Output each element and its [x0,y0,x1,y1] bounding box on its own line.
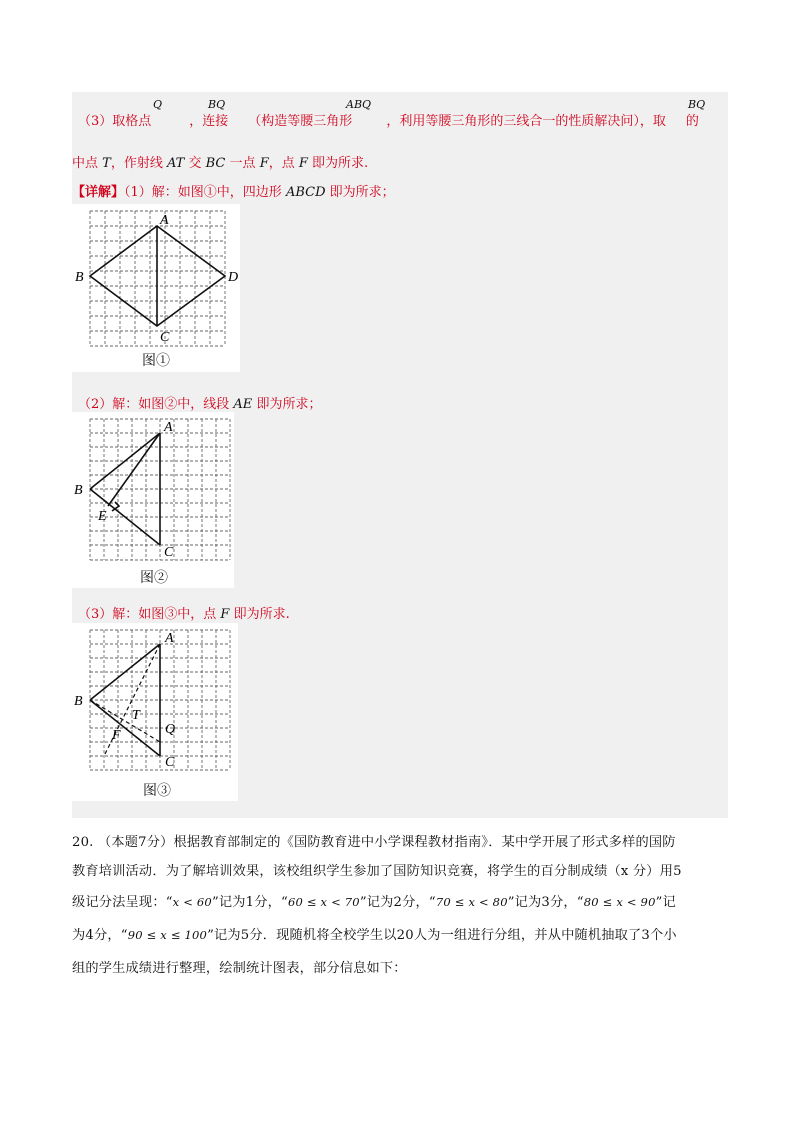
fig1-label-b: B [75,270,84,285]
fig3-label-c: C [165,755,175,770]
detail-line: 【详解】（1）解：如图①中，四边形 ABCD 即为所求； [72,185,395,200]
hint-line-2: 中点 T，作射线 AT 交 BC 一点 F，点 F 即为所求. [72,156,369,171]
fig3-label-f: F [112,728,121,743]
q20-line-1: 20. （本题7分）根据教育部制定的《国防教育进中小学课程教材指南》．某中学开展了形式多样的国防 [72,835,676,850]
segment-bq-label: BQ [208,98,226,111]
point-q-label: Q [153,98,163,111]
figure-1 [72,204,240,372]
detail-tag: 【详解】 [72,185,125,200]
fig3-caption: 图③ [143,783,171,799]
q20-line-3: 级记分法呈现：“x < 60”记为1分，“60 ≤ x < 70”记为2分，“70 ≤ x < 80”记为3分，“80 ≤ x < 90”记 [72,895,676,910]
hint-line-1: （3）取格点 ，连接 （构造等腰三角形 ，利用等腰三角形的三线合一的性质解决问），取 的 [78,114,699,129]
part2-line: （2）解：如图②中，线段 AE 即为所求； [78,397,322,412]
figure-3 [72,623,238,801]
figure-2 [72,412,234,588]
fig1-label-c: C [160,330,170,345]
part3-line: （3）解：如图③中，点 F 即为所求. [78,607,290,622]
fig3-label-q: Q [165,722,176,737]
segment-bq-label-2: BQ [688,98,706,111]
fig2-label-a: A [164,420,173,435]
fig2-caption: 图② [140,570,168,586]
fig2-label-e: E [98,509,107,524]
fig2-label-b: B [74,483,83,498]
fig1-label-d: D [228,270,239,285]
fig3-label-b: B [74,694,83,709]
fig1-caption: 图① [142,353,170,369]
fig3-label-a: A [165,631,174,646]
q20-line-4: 为4分，“90 ≤ x ≤ 100”记为5分．现随机将全校学生以20人为一组进行分组，并从中随机抽取了3个小 [72,928,677,943]
fig3-label-t: T [132,708,140,723]
triangle-abq-label: ABQ [346,98,372,111]
q20-line-2: 教育培训活动．为了解培训效果，该校组织学生参加了国防知识竞赛，将学生的百分制成绩（x 分）用5 [72,864,682,879]
q20-line-5: 组的学生成绩进行整理，绘制统计图表，部分信息如下： [72,961,407,976]
fig2-label-c: C [164,545,174,560]
fig1-label-a: A [160,213,169,228]
